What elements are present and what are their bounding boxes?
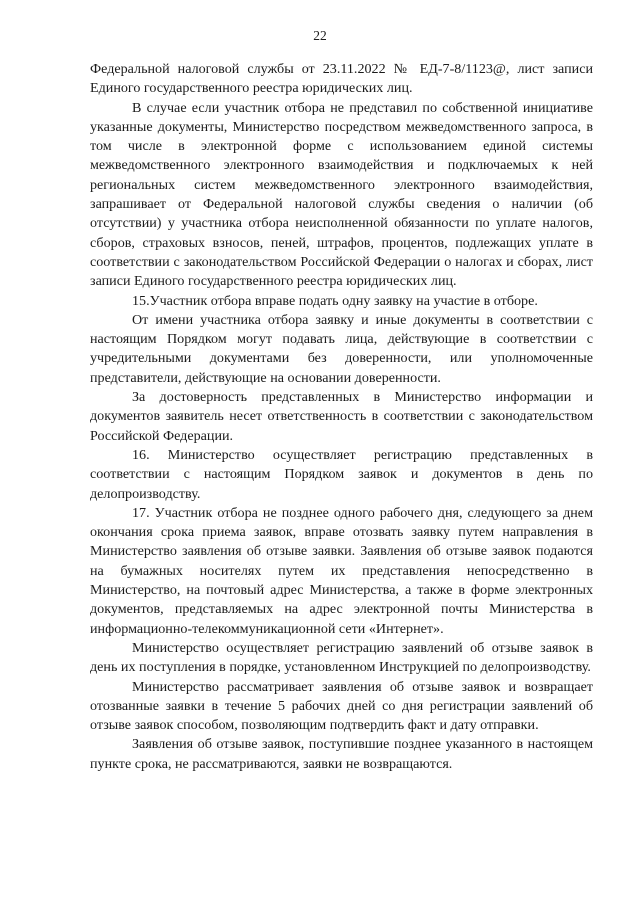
paragraph-late-withdrawal: Заявления об отзыве заявок, поступившие позднее указанного в настоящем пункте срока, не рассматриваются, заявки не возвращаются. <box>90 736 593 772</box>
paragraph-withdrawal-review: Министерство рассматривает заявления об отзыве заявок и возвращает отозванные заявки в течение 5 рабочих дней со дня регистрации заявлений об отзыве заявок способом, позволяющим подтвердить факт и дату отправки. <box>90 678 593 734</box>
paragraph-item-15: 15.Участник отбора вправе подать одну заявку на участие в отборе. <box>132 292 538 309</box>
document-body <box>90 60 593 774</box>
paragraph-withdrawal-registration: Министерство осуществляет регистрацию заявлений об отзыве заявок в день их поступления в порядке, установленном Инструкцией по делопроизводству. <box>90 639 593 676</box>
paragraph-interagency-request: В случае если участник отбора не представил по собственной инициативе указанные документы, Министерство посредством межведомственного запроса, в том числе в электронной форме с использованием единой системы межведомственного электронного взаимодействия и подключаемых к ней региональных систем межведомственного электронного взаимодействия, запрашивает от Федеральной налоговой службы сведения о наличии (об отсутствии) у участника отбора неисполненной обязанности по уплате налогов, сборов, страховых взносов, пеней, штрафов, процентов, подлежащих уплате в соответствии с законодательством Российской Федерации о налогах и сборах, лист записи Единого государственного реестра юридических лиц. <box>90 99 593 290</box>
paragraph-representatives: От имени участника отбора заявку и иные документы в соответствии с настоящим Порядком могут подавать лица, действующие в соответствии с учредительными документами без доверенности, или уполномоченные представители, действующие на основании доверенности. <box>90 311 593 386</box>
page-number: 22 <box>313 28 327 43</box>
paragraph-continuation: Федеральной налоговой службы от 23.11.2022 № ЕД-7-8/1123@, лист записи Единого государственного реестра юридических лиц. <box>90 61 593 97</box>
paragraph-item-16: 16. Министерство осуществляет регистрацию представленных в соответствии с настоящим Порядком заявок и документов в день по делопроизводству. <box>90 446 593 502</box>
paragraph-responsibility: За достоверность представленных в Министерство информации и документов заявитель несет ответственность в соответствии с законодательством Российской Федерации. <box>90 389 593 444</box>
paragraph-item-17: 17. Участник отбора не позднее одного рабочего дня, следующего за днем окончания срока приема заявок, вправе отозвать заявку путем направления в Министерство заявления об отзыве заявки. Заявления об отзыве заявок подаются на бумажных носителях путем их представления непосредственно в Министерство, на почтовый адрес Министерства, а также в форме электронных документов, представляемых на адрес электронной почты Министерства в информационно-телекоммуникационной сети «Интернет». <box>90 504 593 637</box>
